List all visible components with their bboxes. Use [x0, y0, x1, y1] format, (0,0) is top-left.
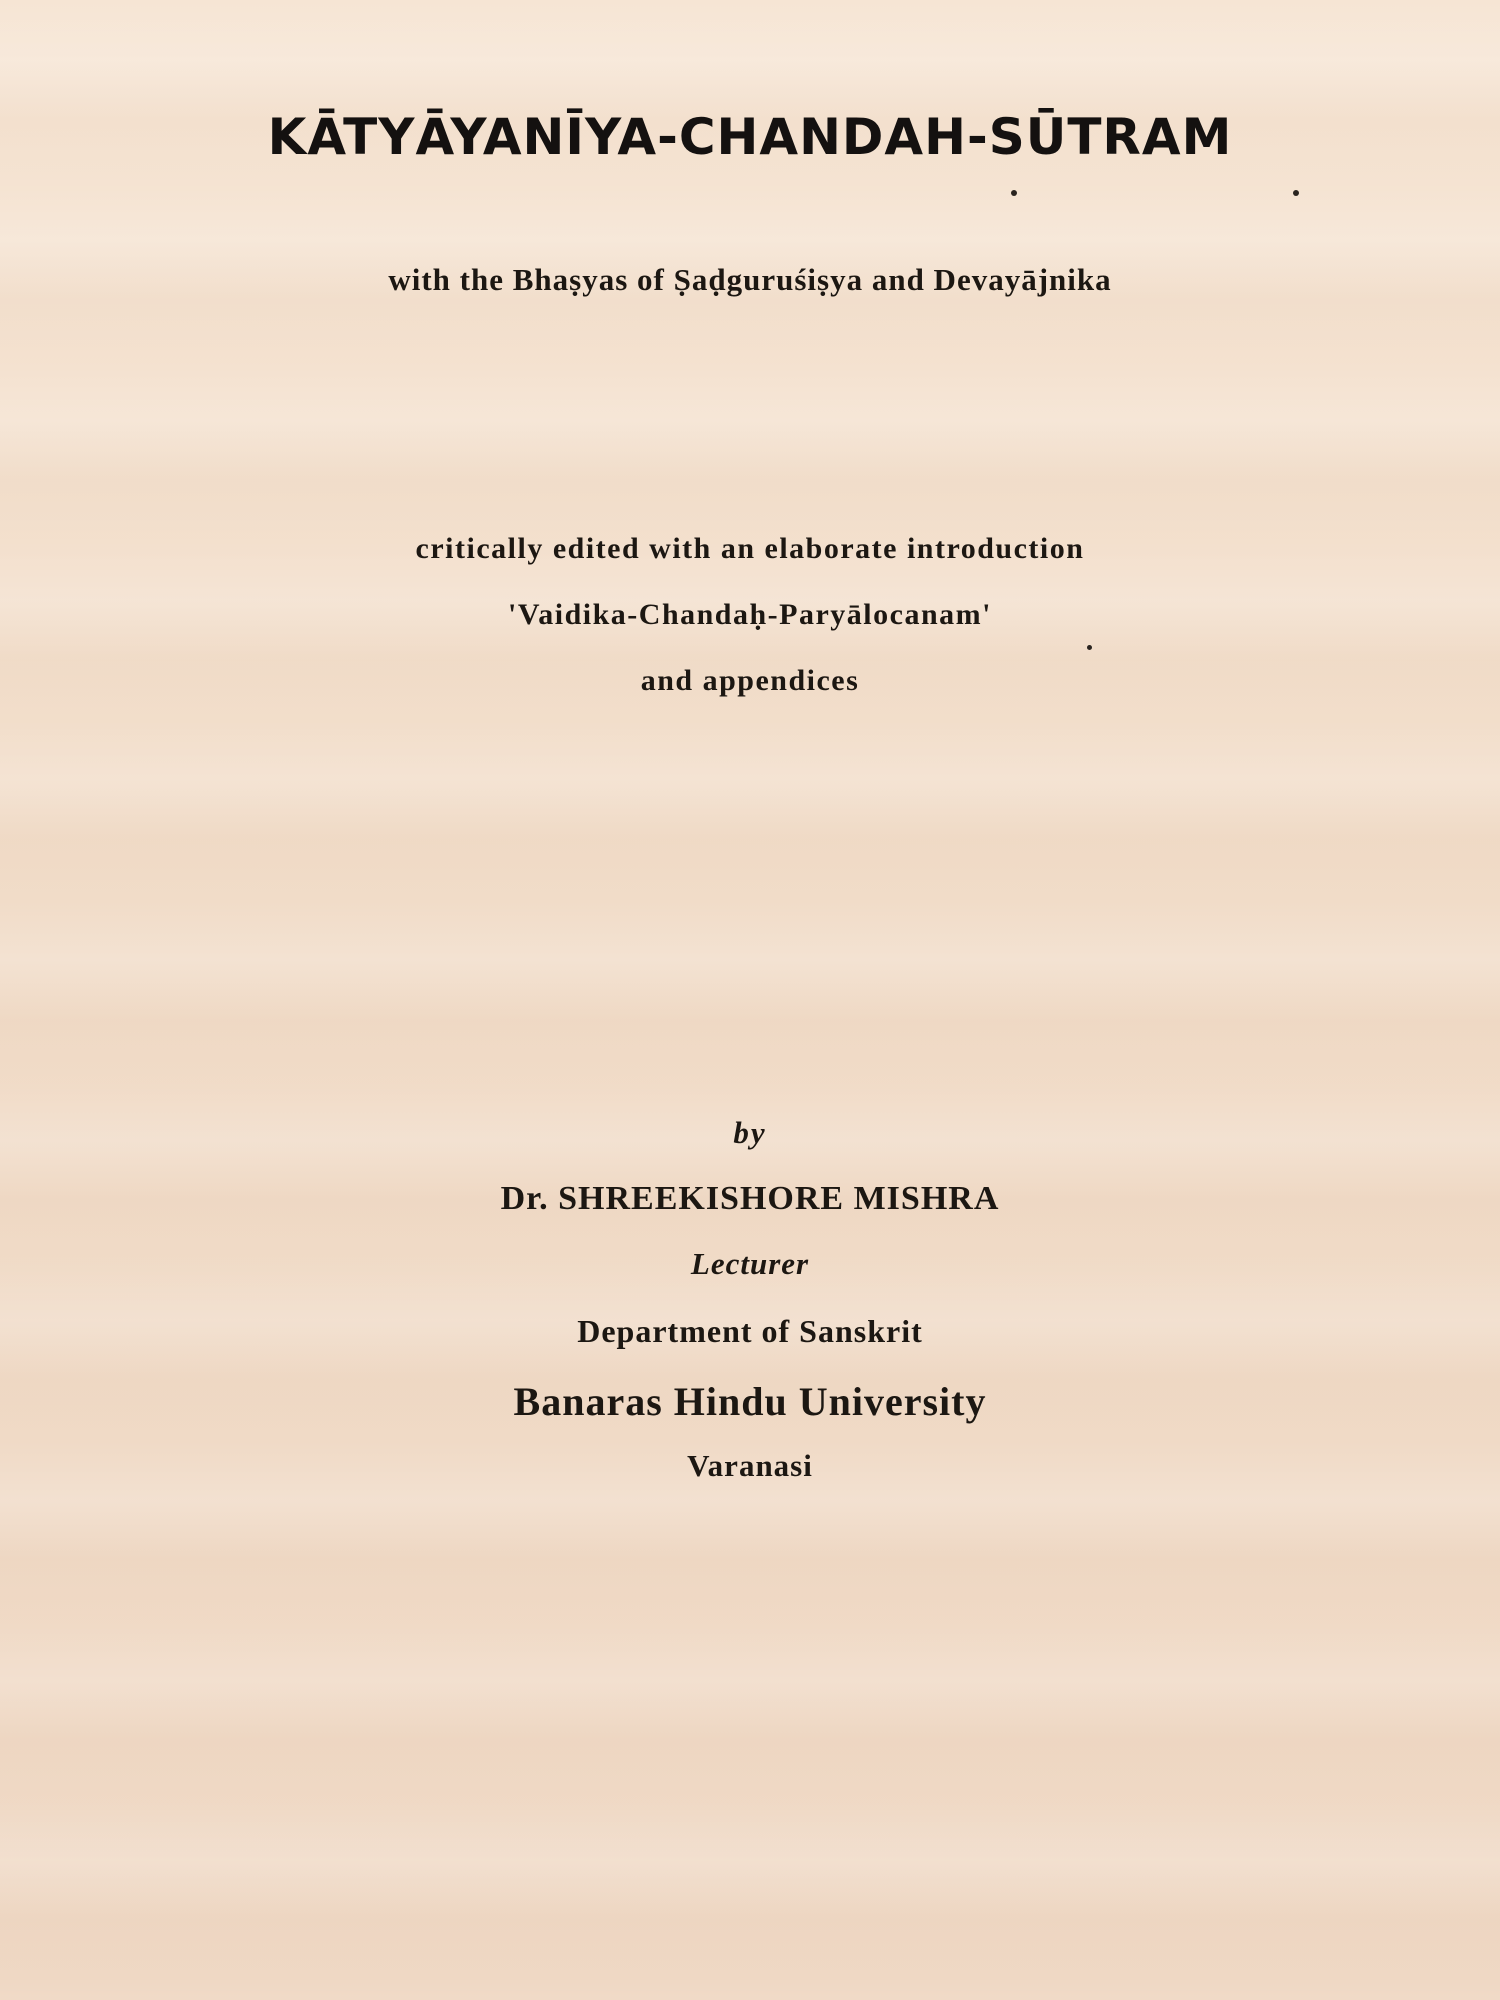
edition-line-3: and appendices	[640, 664, 860, 697]
by-label: by	[733, 1115, 767, 1150]
edition-line-2: 'Vaidika-Chandaḥ-Paryālocanam'	[508, 598, 992, 631]
author-role: Lecturer	[690, 1246, 810, 1281]
book-subtitle: with the Bhaṣyas of Ṣaḍguruśiṣya and Devayājnika	[388, 262, 1112, 297]
author-city: Varanasi	[687, 1448, 813, 1483]
ink-speck	[1293, 190, 1299, 196]
author-name: Dr. SHREEKISHORE MISHRA	[500, 1180, 1000, 1217]
ink-speck	[1011, 190, 1017, 196]
ink-speck	[1087, 645, 1092, 650]
author-university: Banaras Hindu University	[513, 1379, 987, 1424]
edition-line-1: critically edited with an elaborate introduction	[415, 532, 1085, 565]
author-department: Department of Sanskrit	[577, 1313, 923, 1349]
book-title: KĀTYĀYANĪYA-CHANDAH-SŪTRAM	[267, 108, 1233, 166]
